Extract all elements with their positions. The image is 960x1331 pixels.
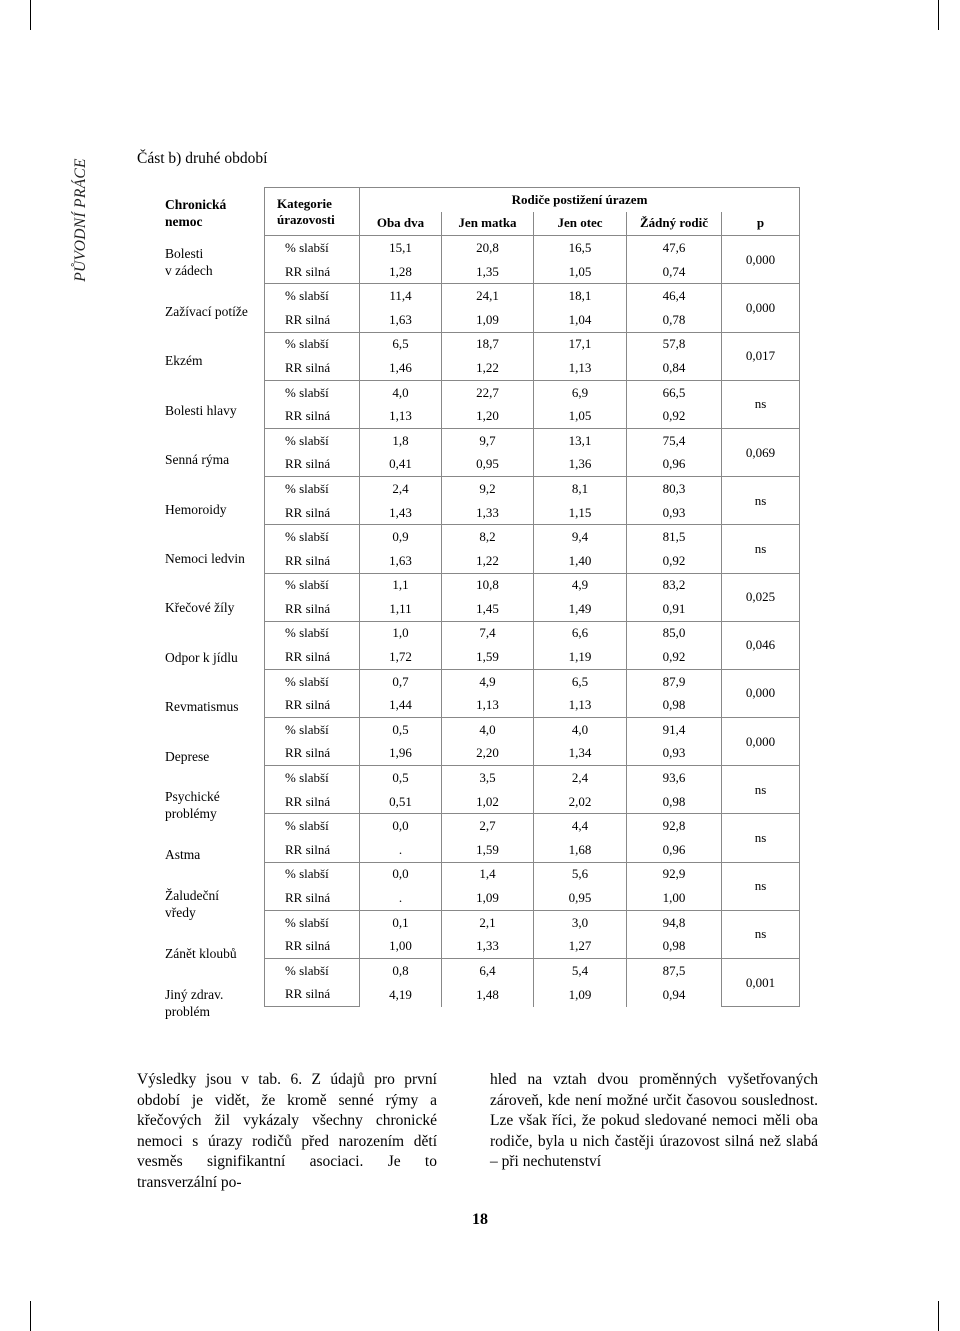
cell-value: 0,5 [360,718,442,742]
row-label-rr: RR silná [265,645,360,669]
row-label-rr: RR silná [265,838,360,862]
cell-value: 18,1 [534,284,627,308]
cell-value: 2,02 [534,790,627,814]
cell-value: 87,5 [627,959,722,983]
cell-value: 4,9 [442,669,534,693]
p-value: 0,017 [722,332,800,380]
table-row [265,621,800,645]
cell-value: 4,0 [534,718,627,742]
cell-value: 1,36 [534,453,627,477]
cell-value: 1,13 [534,693,627,717]
cell-value: 6,4 [442,959,534,983]
disease-label [165,830,265,879]
cell-value: 1,59 [442,838,534,862]
crop-mark-left-bottom [30,1301,31,1331]
cell-value: 0,98 [627,934,722,958]
p-value: ns [722,766,800,814]
cell-value: 0,92 [627,549,722,573]
row-label-slabsi: % slabší [265,862,360,886]
table-row [265,260,800,284]
row-label-rr: RR silná [265,501,360,525]
cell-value: 2,1 [442,910,534,934]
disease-name: Nemoci ledvin [165,550,245,566]
cell-value: 9,4 [534,525,627,549]
table-row [265,766,800,790]
disease-name: Deprese [165,748,210,764]
cell-value: 1,05 [534,404,627,428]
cell-value: 1,40 [534,549,627,573]
cell-value: 75,4 [627,428,722,452]
row-label-slabsi: % slabší [265,621,360,645]
cell-value: 80,3 [627,477,722,501]
cell-value: 4,0 [442,718,534,742]
cell-value: 11,4 [360,284,442,308]
cell-value: 1,1 [360,573,442,597]
cell-value: 1,63 [360,549,442,573]
cell-value: 1,09 [442,308,534,332]
row-label-rr: RR silná [265,693,360,717]
disease-label [165,929,265,978]
p-value: 0,046 [722,621,800,669]
table-row [265,501,800,525]
crop-mark-right [938,0,939,30]
p-value: 0,069 [722,428,800,476]
text-column-left [137,1070,437,1193]
cell-value: 0,41 [360,453,442,477]
cell-value: 1,04 [534,308,627,332]
cell-value: 9,2 [442,477,534,501]
row-label-rr: RR silná [265,356,360,380]
cell-value: 0,93 [627,501,722,525]
cell-value: 22,7 [442,380,534,404]
cell-value: 1,46 [360,356,442,380]
cell-value: 1,33 [442,934,534,958]
cell-value: 0,94 [627,983,722,1007]
cell-value: 15,1 [360,236,442,260]
cell-value: 8,1 [534,477,627,501]
cell-value: 1,68 [534,838,627,862]
cell-value: 46,4 [627,284,722,308]
cell-value: 0,93 [627,742,722,766]
cell-value: . [360,886,442,910]
p-value: 0,025 [722,573,800,621]
disease-name: Senná rýma [165,452,230,468]
table-row [265,597,800,621]
cell-value: 4,19 [360,983,442,1007]
cell-value: 9,7 [442,428,534,452]
crop-mark-left [30,0,31,30]
page-number: 18 [472,1211,488,1228]
p-value: 0,000 [722,718,800,766]
cell-value: 16,5 [534,236,627,260]
cell-value: 1,27 [534,934,627,958]
cell-value: 1,19 [534,645,627,669]
table-row [265,790,800,814]
cell-value: 13,1 [534,428,627,452]
cell-value: 2,20 [442,742,534,766]
cell-value: 0,84 [627,356,722,380]
cell-value: 1,13 [534,356,627,380]
crop-mark-right-bottom [938,1301,939,1331]
cell-value: 0,9 [360,525,442,549]
cell-value: 92,8 [627,814,722,838]
column-header: Jen otec [534,212,627,236]
cell-value: 24,1 [442,284,534,308]
disease-name: Astma [165,847,201,863]
row-label-rr: RR silná [265,404,360,428]
cell-value: 6,5 [360,332,442,356]
cell-value: 83,2 [627,573,722,597]
row-label-rr: RR silná [265,597,360,621]
disease-label [165,731,265,780]
cell-value: 1,96 [360,742,442,766]
paragraph-right: hled na vztah dvou proměnných vyšetřovaných zároveň, kde není možné určit časovou souslednost. Lze však říci, že pokud sledované nemoci měli oba rodiče, byla u nich častěji úrazovost silná než slabá – při nechutenství [490,1071,818,1170]
row-label-rr: RR silná [265,260,360,284]
row-label-slabsi: % slabší [265,332,360,356]
row-label-rr: RR silná [265,934,360,958]
table-row [265,549,800,573]
cell-value: 0,5 [360,766,442,790]
disease-name: Bolesti hlavy [165,402,237,418]
table-row [265,693,800,717]
disease-name: Zažívací potíže [165,303,248,319]
table-row [265,356,800,380]
cell-value: 4,9 [534,573,627,597]
results-table [264,187,800,1007]
cell-value: 0,96 [627,453,722,477]
cell-value: 1,09 [534,983,627,1007]
p-value: 0,001 [722,959,800,1007]
table-row [265,669,800,693]
table-row [265,959,800,983]
disease-label [165,336,265,385]
cell-value: 1,28 [360,260,442,284]
disease-label [165,781,265,830]
cell-value: 1,11 [360,597,442,621]
cell-value: 1,49 [534,597,627,621]
cell-value: 0,98 [627,790,722,814]
row-label-slabsi: % slabší [265,959,360,983]
row-label-slabsi: % slabší [265,766,360,790]
table-row [265,308,800,332]
cell-value: 1,35 [442,260,534,284]
table-row [265,886,800,910]
cell-value: 94,8 [627,910,722,934]
cell-value: 1,72 [360,645,442,669]
table-row [265,862,800,886]
p-value: ns [722,910,800,958]
table-row [265,814,800,838]
p-value: ns [722,814,800,862]
cell-value: 57,8 [627,332,722,356]
disease-name: Jiný zdrav. problém [165,987,224,1020]
cell-value: 1,34 [534,742,627,766]
cell-value: 1,13 [360,404,442,428]
paragraph-left: Výsledky jsou v tab. 6. Z údajů pro první období je vidět, že kromě senné rýmy a křečových žil vykázaly všechny chronické nemoci s úrazy rodičů před narozením dětí vesměs signifikantní asociaci. Je to transverzální po- [137,1071,437,1191]
disease-label [165,978,265,1027]
column-header: Jen matka [442,212,534,236]
cell-value: 0,92 [627,645,722,669]
cell-value: 8,2 [442,525,534,549]
cell-value: 17,1 [534,332,627,356]
cell-value: 0,95 [534,886,627,910]
p-value: 0,000 [722,236,800,284]
row-label-rr: RR silná [265,549,360,573]
cell-value: 91,4 [627,718,722,742]
cell-value: 6,5 [534,669,627,693]
cell-value: 0,78 [627,308,722,332]
cell-value: 18,7 [442,332,534,356]
cell-value: 1,22 [442,356,534,380]
column-header: Žádný rodič [627,212,722,236]
p-value: ns [722,477,800,525]
table-row [265,838,800,862]
cell-value: 1,43 [360,501,442,525]
cell-value: 3,5 [442,766,534,790]
table-row [265,645,800,669]
row-label-slabsi: % slabší [265,910,360,934]
cell-value: 2,4 [360,477,442,501]
disease-name: Žaludeční vředy [165,888,219,921]
row-label-slabsi: % slabší [265,380,360,404]
section-title: Část b) druhé období [137,150,268,167]
cell-value: 0,74 [627,260,722,284]
disease-column-title: Chronická nemoc [165,196,227,229]
table-row [265,742,800,766]
cell-value: 87,9 [627,669,722,693]
cell-value: 1,02 [442,790,534,814]
disease-name: Odpor k jídlu [165,649,238,665]
row-label-rr: RR silná [265,742,360,766]
cell-value: 66,5 [627,380,722,404]
cell-value: 81,5 [627,525,722,549]
table-row [265,573,800,597]
cell-value: 93,6 [627,766,722,790]
row-label-slabsi: % slabší [265,428,360,452]
disease-name: Zánět kloubů [165,946,237,962]
column-header: p [722,212,800,236]
table-row [265,284,800,308]
disease-label [165,682,265,731]
row-label-slabsi: % slabší [265,525,360,549]
p-value: ns [722,525,800,573]
row-label-slabsi: % slabší [265,814,360,838]
p-value: ns [722,380,800,428]
disease-label [165,435,265,484]
cell-value: 1,48 [442,983,534,1007]
cell-value: 1,15 [534,501,627,525]
disease-name: Revmatismus [165,699,239,715]
cell-value: 0,51 [360,790,442,814]
cell-value: 1,63 [360,308,442,332]
cell-value: 1,8 [360,428,442,452]
cell-value: 1,44 [360,693,442,717]
disease-name: Ekzém [165,353,203,369]
disease-label [165,583,265,632]
table-row [265,404,800,428]
cell-value: 6,6 [534,621,627,645]
cell-value: 4,0 [360,380,442,404]
cell-value: 0,0 [360,814,442,838]
table-row [265,718,800,742]
column-header: Oba dva [360,212,442,236]
disease-name: Hemoroidy [165,501,227,517]
cell-value: 0,92 [627,404,722,428]
p-value: 0,000 [722,669,800,717]
disease-label [165,287,265,336]
row-label-slabsi: % slabší [265,573,360,597]
disease-label [165,237,265,286]
row-label-rr: RR silná [265,983,360,1007]
side-label-text: PŮVODNÍ PRÁCE [72,158,89,282]
cell-value: 5,4 [534,959,627,983]
disease-name: Křečové žíly [165,600,235,616]
table-row [265,380,800,404]
table-row [265,525,800,549]
cell-value: 1,20 [442,404,534,428]
table-row [265,983,800,1007]
row-label-slabsi: % slabší [265,669,360,693]
cell-value: 0,96 [627,838,722,862]
cell-value: 20,8 [442,236,534,260]
disease-label [165,633,265,682]
cell-value: 1,4 [442,862,534,886]
table-row [265,934,800,958]
cell-value: 1,05 [534,260,627,284]
text-column-right [490,1070,818,1173]
cell-value: 1,0 [360,621,442,645]
disease-label [165,386,265,435]
cell-value: 1,45 [442,597,534,621]
cell-value: 47,6 [627,236,722,260]
disease-label [165,534,265,583]
disease-column-header [165,188,265,237]
header-row-group [265,188,800,212]
row-label-slabsi: % slabší [265,284,360,308]
row-label-slabsi: % slabší [265,718,360,742]
cell-value: 85,0 [627,621,722,645]
cell-value: 3,0 [534,910,627,934]
disease-label [165,880,265,929]
cell-value: 0,91 [627,597,722,621]
disease-name: Psychické problémy [165,789,220,822]
cell-value: 10,8 [442,573,534,597]
p-value: 0,000 [722,284,800,332]
cell-value: 2,4 [534,766,627,790]
row-label-rr: RR silná [265,453,360,477]
disease-label [165,484,265,533]
row-label-rr: RR silná [265,886,360,910]
cell-value: 7,4 [442,621,534,645]
cell-value: 92,9 [627,862,722,886]
row-label-rr: RR silná [265,790,360,814]
table-row [265,428,800,452]
cell-value: 0,1 [360,910,442,934]
cell-value: 5,6 [534,862,627,886]
group-header: Rodiče postižení úrazem [360,188,800,212]
cell-value: 0,8 [360,959,442,983]
cell-value: 1,00 [627,886,722,910]
table-row [265,236,800,260]
cell-value: 0,0 [360,862,442,886]
p-value: ns [722,862,800,910]
cell-value: 0,98 [627,693,722,717]
cell-value: 4,4 [534,814,627,838]
cell-value: 1,00 [360,934,442,958]
cell-value: 6,9 [534,380,627,404]
cell-value: 0,95 [442,453,534,477]
cell-value: 1,59 [442,645,534,669]
cell-value: 1,22 [442,549,534,573]
cell-value: 1,33 [442,501,534,525]
cell-value: 1,13 [442,693,534,717]
cell-value: 0,7 [360,669,442,693]
table-row [265,910,800,934]
disease-name: Bolesti v zádech [165,246,213,279]
row-label-slabsi: % slabší [265,477,360,501]
cell-value: 2,7 [442,814,534,838]
category-header: Kategorie úrazovosti [265,188,360,236]
table-row [265,477,800,501]
cell-value: . [360,838,442,862]
section-side-label [66,150,96,290]
table-row [265,453,800,477]
cell-value: 1,09 [442,886,534,910]
table-row [265,332,800,356]
row-label-slabsi: % slabší [265,236,360,260]
row-label-rr: RR silná [265,308,360,332]
